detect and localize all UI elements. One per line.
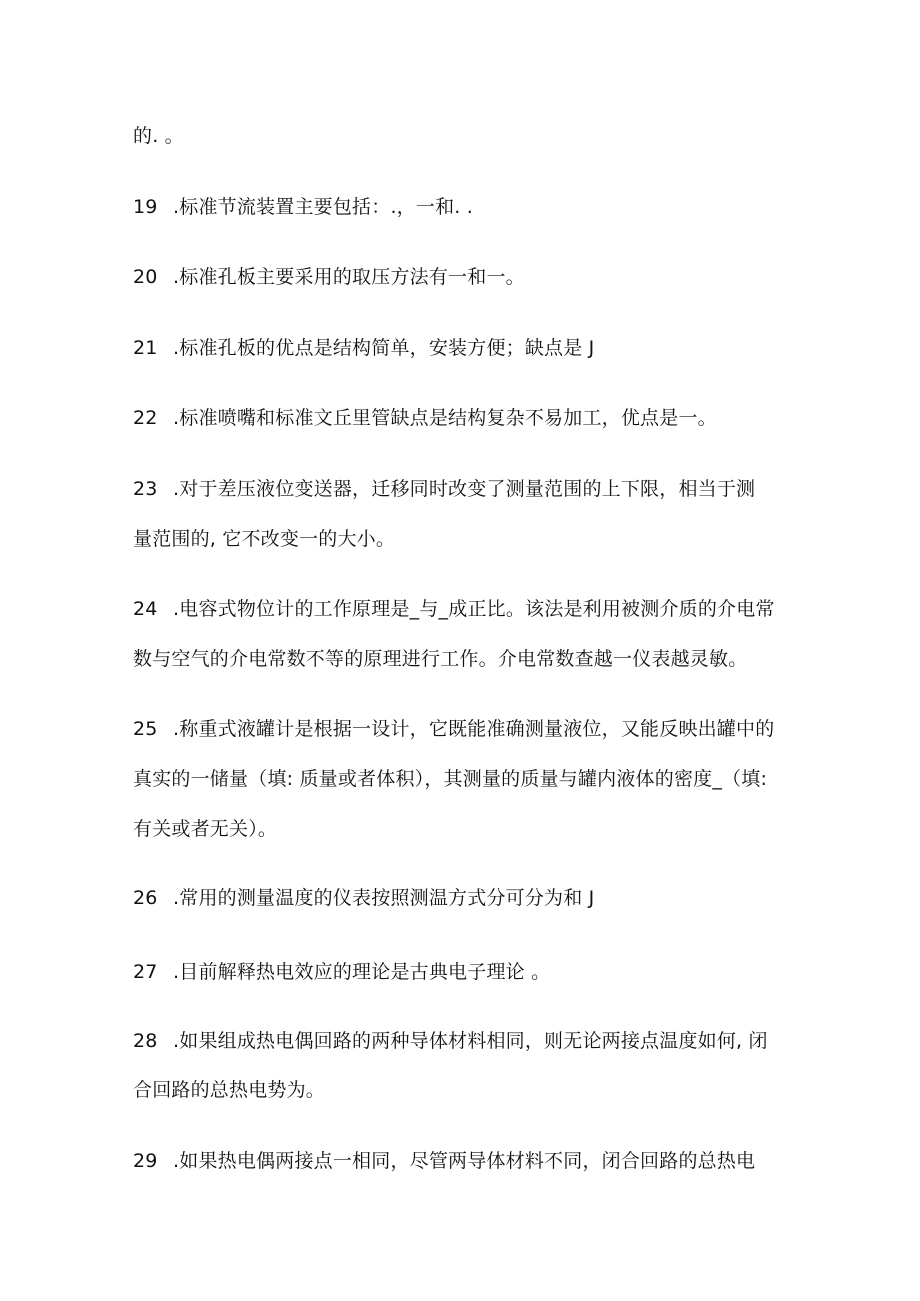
question-text: 数与空气的介电常数不等的原理进行工作。介电常数查越一仪表越灵敏。: [133, 648, 748, 670]
question-text: 有关或者无关）。: [133, 818, 278, 840]
question-19: [133, 195, 473, 219]
question-text: .目前解释热电效应的理论是古典电子理论 。: [173, 961, 551, 983]
question-27: [133, 960, 550, 984]
question-number: 26: [133, 887, 158, 909]
question-text: .如果热电偶两接点一相同，尽管两导体材料不同，闭合回路的总热电: [173, 1150, 756, 1172]
question-24: [133, 597, 775, 621]
question-number: 22: [133, 407, 158, 429]
question-number: 29: [133, 1150, 158, 1172]
question-text: .标准喷嘴和标准文丘里管缺点是结构复杂不易加工，优点是一。: [173, 407, 717, 429]
text-line: [133, 1078, 325, 1102]
question-26: [133, 886, 594, 910]
text-line: [133, 647, 747, 671]
question-number: 24: [133, 598, 158, 620]
question-text: .称重式液罐计是根据一设计，它既能准确测量液位，又能反映出罐中的: [173, 718, 775, 740]
question-text: 的. 。: [133, 125, 184, 147]
question-29: [133, 1149, 755, 1173]
question-25: [133, 717, 774, 741]
text-line: [133, 527, 395, 551]
question-text: 合回路的总热电势为。: [133, 1079, 326, 1101]
question-number: 19: [133, 196, 158, 218]
question-text: 量范围的, 它不改变一的大小。: [133, 528, 396, 550]
question-20: [133, 265, 525, 289]
question-number: 25: [133, 718, 158, 740]
question-21: [133, 336, 594, 360]
text-line: [133, 124, 184, 148]
question-28: [133, 1029, 768, 1053]
question-text: .电容式物位计的工作原理是_与_成正比。该法是利用被测介质的介电常: [173, 598, 775, 620]
question-text: .标准孔板的优点是结构简单，安装方便；缺点是 J: [173, 337, 595, 359]
question-number: 21: [133, 337, 158, 359]
text-line: [133, 767, 767, 791]
question-text: 真实的一储量（填: 质量或者体积），其测量的质量与罐内液体的密度_（填:: [133, 768, 768, 790]
question-text: .对于差压液位变送器，迁移同时改变了测量范围的上下限，相当于测: [173, 478, 756, 500]
question-number: 28: [133, 1030, 158, 1052]
question-number: 27: [133, 961, 158, 983]
text-line: [133, 817, 277, 841]
question-text: .标准孔板主要采用的取压方法有一和一。: [173, 266, 525, 288]
question-22: [133, 406, 717, 430]
question-number: 23: [133, 478, 158, 500]
question-text: .如果组成热电偶回路的两种导体材料相同，则无论两接点温度如何, 闭: [173, 1030, 768, 1052]
question-number: 20: [133, 266, 158, 288]
question-text: .标准节流装置主要包括：.，一和. .: [173, 196, 473, 218]
question-text: .常用的测量温度的仪表按照测温方式分可分为和 J: [173, 887, 595, 909]
question-23: [133, 477, 755, 501]
